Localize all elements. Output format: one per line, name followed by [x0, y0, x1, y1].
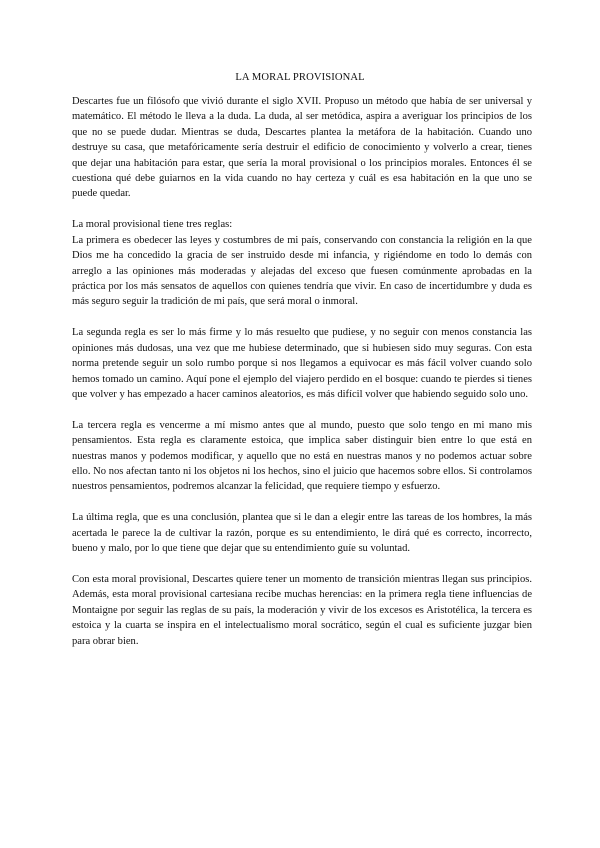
paragraph-rule-two: La segunda regla es ser lo más firme y lo más resuelto que pudiese, y no seguir con menos constancia las opiniones más dudosas, una vez que me hubiese determinado, que si hubiesen sido muy seguras. Con esta norma pretende seguir un solo rumbo porque si nos llegamos a equivocar es más fácil volver cuando solo hemos tomado un camino. Aquí pone el ejemplo del viajero perdido en el bosque: cuando te pierdes si tienes que volver y has empezado a hacer caminos aleatorios, es más difícil volver que habiendo seguido solo uno. — [72, 327, 532, 400]
paragraph-conclusion: Con esta moral provisional, Descartes quiere tener un momento de transición mientras llegan sus principios. Además, esta moral provisional cartesiana recibe muchas herencias: en la primera regla tiene influencias de Montaigne por seguir las reglas de su país, la moderación y vivir de los excesos es Aristotélica, la tercera es estoica y la cuarta se inspira en el intelectualismo moral socrático, según el cual es suficiente juzgar bien para obrar bien. — [72, 574, 532, 647]
paragraph-rule-three: La tercera regla es vencerme a mí mismo antes que al mundo, puesto que solo tengo en mi mano mis pensamientos. Esta regla es claramente estoica, que implica saber distinguir bien entre lo que está en nuestras manos y podemos modificar, y aquello que no está en nuestras manos y no podemos actuar sobre ello. No nos afectan tanto ni los objetos ni los hechos, sino el juicio que hacemos sobre ellos. Si controlamos nuestros pensamientos, podremos alcanzar la felicidad, que requiere tiempo y esfuerzo. — [72, 419, 532, 493]
paragraph-intro: Descartes fue un filósofo que vivió durante el siglo XVII. Propuso un método que había de ser universal y matemático. El método le lleva a la duda. La duda, al ser metódica, aspira a averiguar los principios de los que no se puede dudar. Mientras se duda, Descartes plantea la metáfora de la habitación. Cuando uno destruye su casa, que metafóricamente sería destruir el edificio de conocimiento y volverlo a crear, tienes que dejar una habitación para estar, que sería la moral provisional o los principios morales. Entonces él se cuestiona qué debe guiarnos en la vida cuando no hay certeza y cuál es esa habitación en la que uno se puede quedar. — [72, 96, 532, 200]
document-body — [72, 94, 532, 649]
paragraph-rule-one: La primera es obedecer las leyes y costumbres de mi país, conservando con constancia la religión en la que Dios me ha concedido la gracia de ser instruido desde mi infancia, y rigiéndome en todo lo demás con arreglo a las opiniones más moderadas y alejadas del exceso que fuesen comúnmente aprobadas en la práctica por los más sensatos de aquellos con quienes tendría que vivir. En caso de incertidumbre y duda es más seguro seguir la tradición de mi país, que será moral o inmoral. — [72, 234, 532, 308]
paragraph-rules-heading: La moral provisional tiene tres reglas: — [72, 219, 233, 231]
document-title: LA MORAL PROVISIONAL — [235, 72, 365, 83]
paragraph-rule-four: La última regla, que es una conclusión, plantea que si le dan a elegir entre las tareas de los hombres, la más acertada le parece la de cultivar la razón, porque es su entendimiento, le dirá qué es correcto, incorrecto, bueno y malo, por lo que tiene que dejar que su entendimiento guíe su voluntad. — [72, 512, 532, 555]
